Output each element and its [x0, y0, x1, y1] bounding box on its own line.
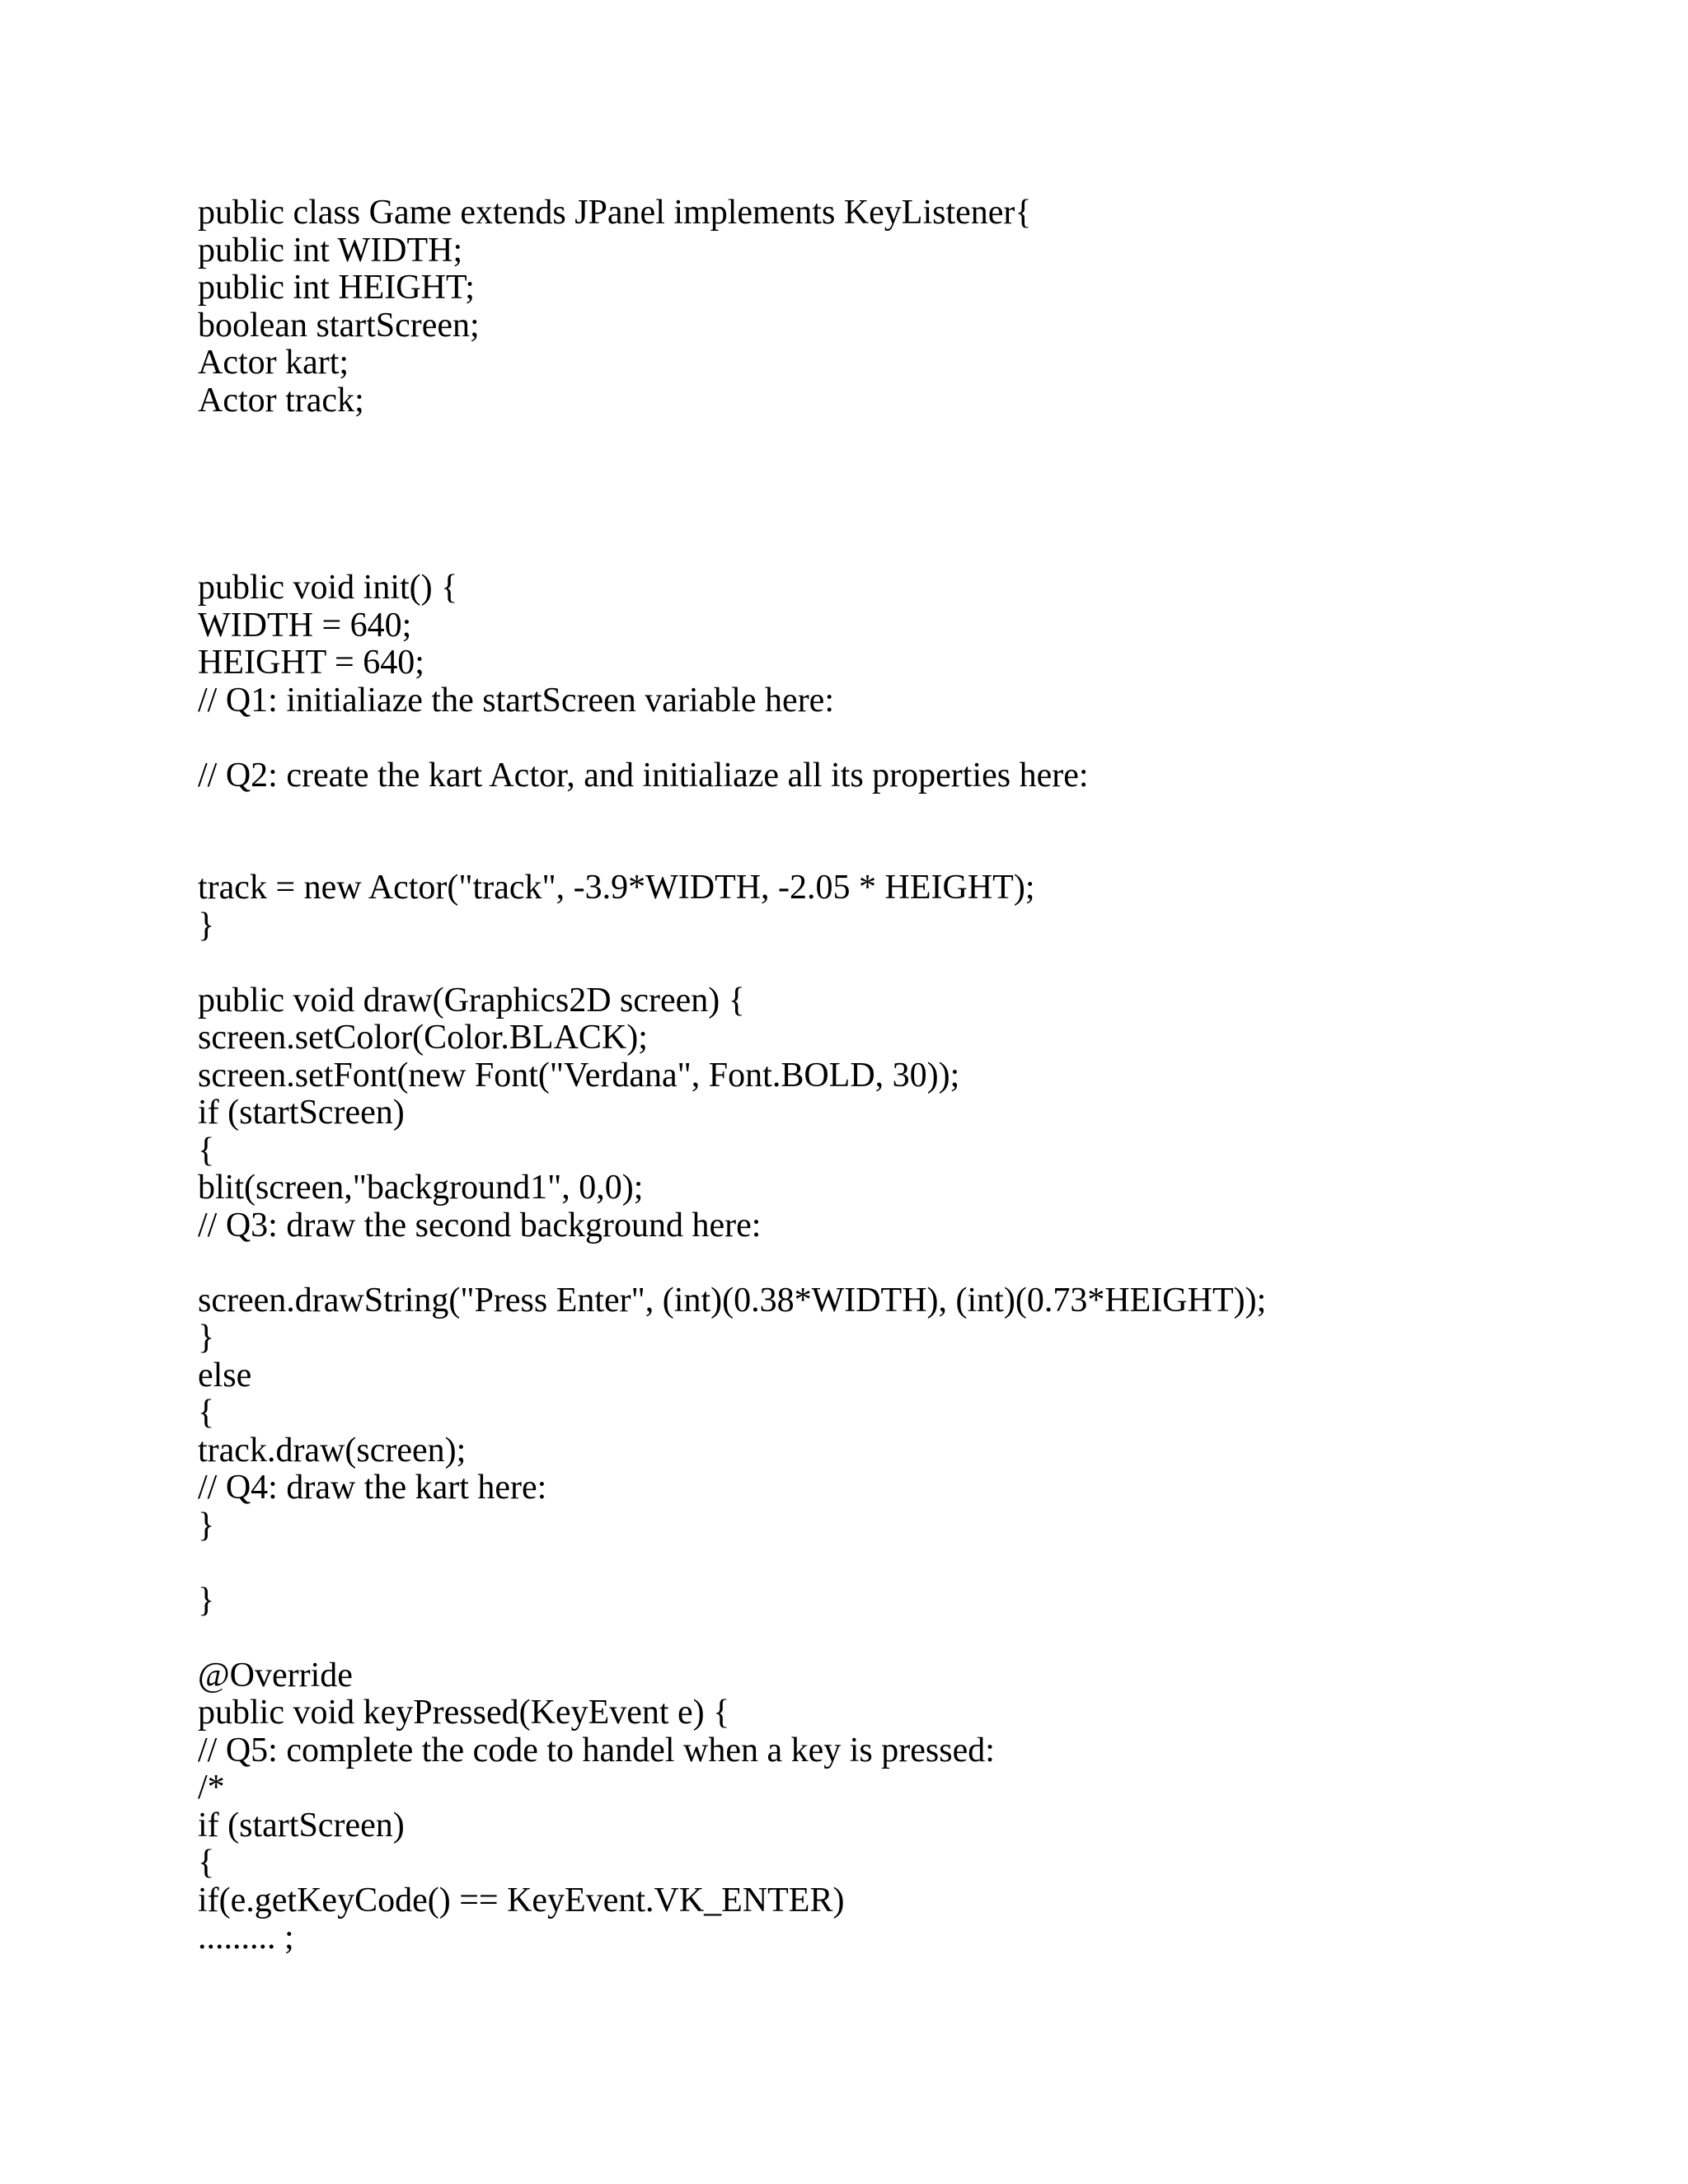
- spacer: [198, 794, 1599, 869]
- code-comment-q3: // Q3: draw the second background here:: [198, 1206, 762, 1244]
- code-line: public void keyPressed(KeyEvent e) {: [198, 1694, 730, 1732]
- spacer: [198, 1244, 1599, 1282]
- spacer: [198, 1544, 1599, 1582]
- code-line: /*: [198, 1769, 225, 1807]
- code-line: if (startScreen): [198, 1806, 405, 1844]
- code-line: }: [198, 906, 215, 944]
- code-line: {: [198, 1131, 215, 1169]
- code-line: else: [198, 1356, 252, 1394]
- code-line: track.draw(screen);: [198, 1431, 467, 1469]
- code-comment-q5: // Q5: complete the code to handel when a key is pressed:: [198, 1731, 995, 1769]
- code-line: Actor kart;: [198, 344, 349, 382]
- code-comment-q2: // Q2: create the kart Actor, and initialiaze all its properties here:: [198, 756, 1089, 794]
- code-line: track = new Actor("track", -3.9*WIDTH, -2.05 * HEIGHT);: [198, 869, 1035, 907]
- code-line: }: [198, 1506, 215, 1544]
- spacer: [198, 944, 1599, 982]
- code-line: public void draw(Graphics2D screen) {: [198, 981, 745, 1019]
- code-comment-q4: // Q4: draw the kart here:: [198, 1469, 547, 1507]
- code-line: public void init() {: [198, 569, 458, 607]
- code-line: {: [198, 1844, 215, 1882]
- spacer: [198, 719, 1599, 757]
- code-line: if(e.getKeyCode() == KeyEvent.VK_ENTER): [198, 1881, 845, 1919]
- code-line: if (startScreen): [198, 1094, 405, 1132]
- code-line: Actor track;: [198, 381, 364, 419]
- code-line: ......... ;: [198, 1919, 294, 1957]
- code-line: WIDTH = 640;: [198, 606, 412, 644]
- code-line: }: [198, 1581, 215, 1619]
- code-line: screen.drawString("Press Enter", (int)(0.38*WIDTH), (int)(0.73*HEIGHT));: [198, 1281, 1267, 1319]
- code-line: HEIGHT = 640;: [198, 644, 424, 682]
- code-listing: [198, 194, 1599, 1957]
- code-line: screen.setFont(new Font("Verdana", Font.BOLD, 30));: [198, 1056, 960, 1094]
- code-line: public int HEIGHT;: [198, 269, 475, 307]
- code-line: @Override: [198, 1656, 353, 1694]
- code-line: {: [198, 1394, 215, 1432]
- spacer: [198, 1619, 1599, 1657]
- code-comment-q1: // Q1: initialiaze the startScreen variable here:: [198, 681, 834, 719]
- code-line: boolean startScreen;: [198, 306, 480, 344]
- spacer: [198, 419, 1599, 569]
- code-line: public class Game extends JPanel implements KeyListener{: [198, 194, 1032, 232]
- code-line: blit(screen,"background1", 0,0);: [198, 1169, 644, 1207]
- code-line: public int WIDTH;: [198, 231, 463, 269]
- code-line: screen.setColor(Color.BLACK);: [198, 1019, 648, 1057]
- code-line: }: [198, 1319, 215, 1357]
